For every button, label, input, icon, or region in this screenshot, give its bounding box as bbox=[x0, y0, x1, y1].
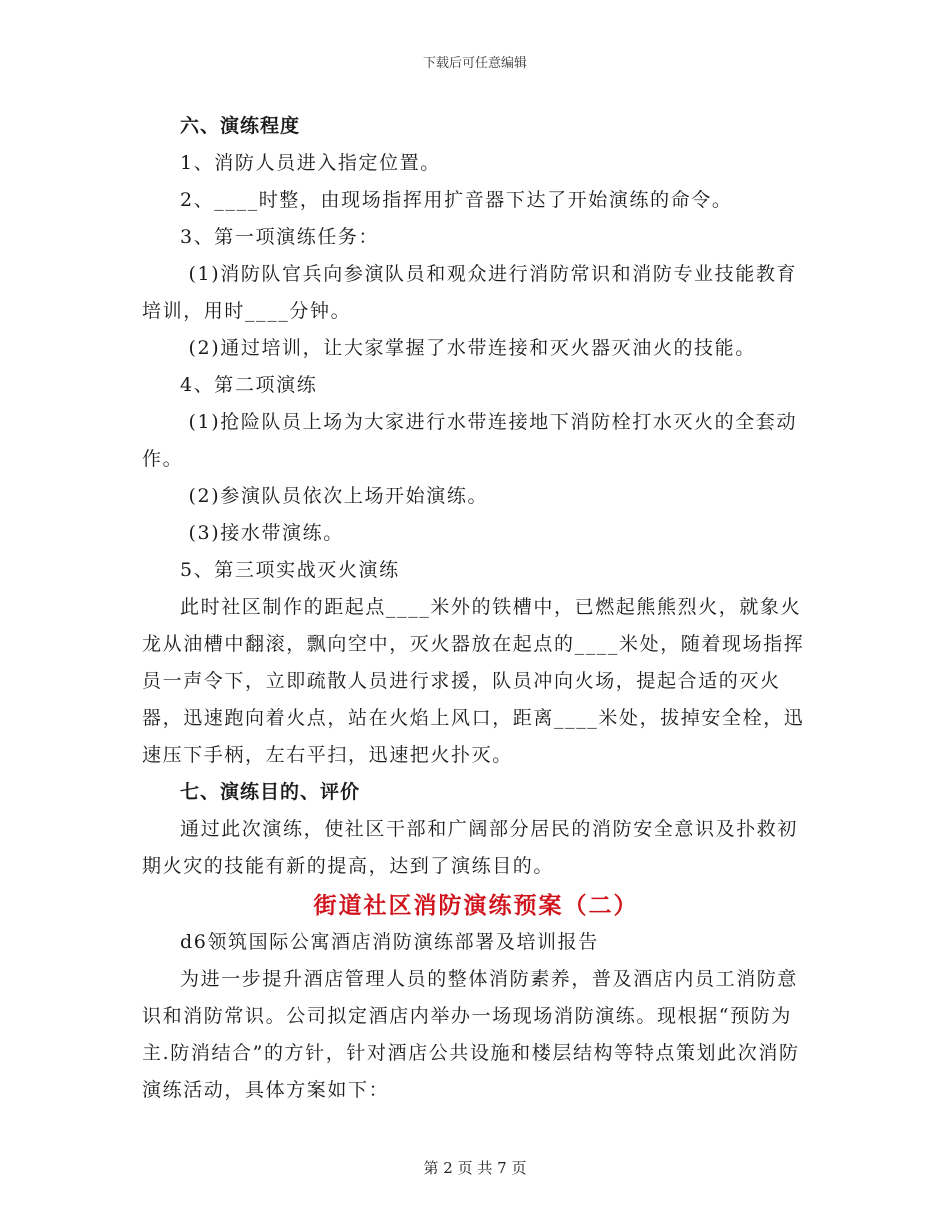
procedure-item-5: 5、第三项实战灭火演练 bbox=[180, 559, 400, 581]
procedure-item-3: 3、第一项演练任务： bbox=[180, 226, 380, 248]
page-number: 第 2 页 共 7 页 bbox=[423, 1159, 527, 1177]
report-subtitle: d6领筑国际公寓酒店消防演练部署及培训报告 bbox=[180, 931, 599, 953]
report-intro-paragraph: 为进一步提升酒店管理人员的整体消防素养，普及酒店内员工消防意识和消防常识。公司拟定酒店内举办一场现场消防演练。现根据“预防为主.防消结合”的方针，针对酒店公共设施和楼层结构等特点策划此次消防演练活动，具体方案如下： bbox=[142, 968, 800, 1101]
section-heading-drill-procedure: 六、演练程度 bbox=[180, 115, 301, 137]
page-header-note: 下载后可任意编辑 bbox=[422, 56, 527, 71]
procedure-item-5-description: 此时社区制作的距起点____米外的铁槽中，已燃起熊熊烈火，就象火龙从油槽中翻滚，飘向空中，灭火器放在起点的____米处，随着现场指挥员一声令下，立即疏散人员进行求援，队员冲向火场，提起合适的灭火器，迅速跑向着火点，站在火焰上风口，距离____米处，拔掉安全栓，迅速压下手柄，左右平扫，迅速把火扑灭。 bbox=[142, 596, 805, 766]
procedure-item-3-2: (2)通过培训，让大家掌握了水带连接和灭火器灭油火的技能。 bbox=[188, 337, 756, 359]
section-heading-drill-purpose: 七、演练目的、评价 bbox=[180, 781, 361, 803]
part-two-title: 街道社区消防演练预案（二） bbox=[313, 892, 639, 919]
procedure-item-1: 1、消防人员进入指定位置。 bbox=[180, 152, 441, 174]
procedure-item-4-2: (2)参演队员依次上场开始演练。 bbox=[188, 485, 489, 507]
document-body bbox=[142, 108, 810, 1109]
procedure-item-4-3: (3)接水带演练。 bbox=[188, 522, 344, 544]
procedure-item-4-1: (1)抢险队员上场为大家进行水带连接地下消防栓打水灭火的全套动作。 bbox=[142, 411, 798, 470]
procedure-item-4: 4、第二项演练 bbox=[180, 374, 318, 396]
drill-purpose-paragraph: 通过此次演练，使社区干部和广阔部分居民的消防安全意识及扑救初期火灾的技能有新的提高，达到了演练目的。 bbox=[142, 818, 799, 877]
procedure-item-3-1: (1)消防队官兵向参演队员和观众进行消防常识和消防专业技能教育培训，用时____分钟。 bbox=[142, 263, 798, 322]
procedure-item-2: 2、____时整，由现场指挥用扩音器下达了开始演练的命令。 bbox=[180, 189, 733, 211]
